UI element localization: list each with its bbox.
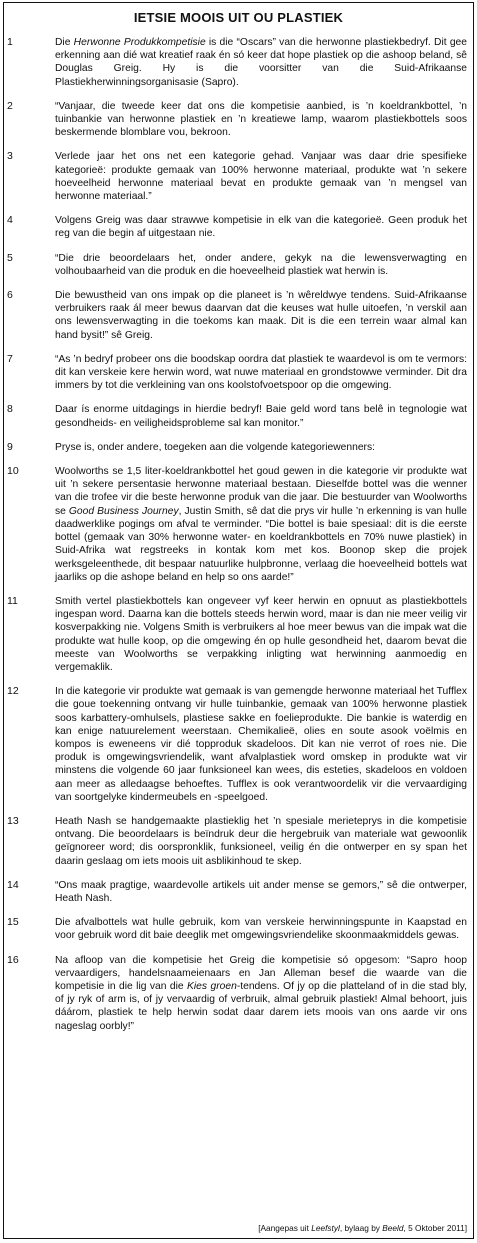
paragraph-2 (4, 100, 473, 140)
paragraph-text (55, 214, 467, 240)
italic-phrase: Kies groen (187, 980, 237, 992)
paragraph-text (55, 289, 467, 342)
paragraph-number: 16 (7, 953, 19, 966)
paragraph-14 (4, 879, 473, 905)
article-page (3, 2, 474, 1239)
paragraph-text (55, 916, 467, 942)
paragraph-text (55, 100, 467, 140)
text-run: Pryse is, onder andere, toegeken aan die volgende kategoriewenners: (55, 441, 375, 453)
text-run: Heath Nash se handgemaakte plastieklig het ’n spesiale merieteprys in die kompetisie ontvang. Die beoordelaars is beïndruk deur die hergebruik van materiale wat gewoonlik geïgnoreer word; dis oorspronklik, funksioneel, veilig én die ontwerper en sy span het daarin geslaag om iets moois uit asblikinhoud te skep. (55, 815, 467, 867)
text-run: In die kategorie vir produkte wat gemaak is van gemengde herwonne materiaal het Tufflex die goue toekenning ontvang vir hulle tuinbankie, gemaak van 100% herwonne plastiek soos karbattery-omhulsels, plastiese sakke en foelieprodukte. Die bankie is waterdig en kan enige natuurelement weerstaan. Chemikalieë, olies en soute asook voëlmis en kompos is eweneens vir dié topproduk skadeloos. Dit kan nie verrot of roes nie. Die produk is omgewingsvriendelik, want afvalplastiek word omskep in produkte wat vir minstens die volgende 60 jaar funksioneel kan wees, dis esteties, skadeloos en voldoen aan meer as alledaagse behoeftes. Tufflex is ook verantwoordelik vir die vervaardiging van soortgelyke kindermeubels en -speelgoed. (55, 686, 467, 803)
paragraph-text (55, 685, 467, 804)
paragraph-16 (4, 954, 473, 1033)
paragraph-11 (4, 595, 473, 674)
paragraph-number: 4 (7, 214, 13, 227)
text-run: , Justin Smith, sê dat die prys vir hulle ’n erkenning is van hulle daadwerklike pogings om afval te verminder. “Die bottel is baie spesiaal: dit is die eerste bottel (gemaak van 30% herwonne water- en koeldrankbottels en 70% nuwe plastiek) in Suid-Afrika wat regstreeks in kontak kom met kos. Boonop skep die projek werksgeleenthede, dit bespaar natuurlike hulpbronne, verlaag die hoeveelheid bottels wat jaarliks op die ashope beland en help so ons aarde!” (55, 505, 467, 583)
text-run: , 5 Oktober 2011] (403, 1223, 467, 1233)
paragraph-text (55, 403, 467, 429)
text-run: Volgens Greig was daar strawwe kompetisie in elk van die kategorieë. Geen produk het reg van die begin af uitgestaan nie. (55, 215, 467, 240)
source-citation (258, 1223, 467, 1234)
text-run: Woolworths se 1,5 liter-koeldrankbottel het goud gewen in die kategorie vir produkte wat uit ’n sekere persentasie herwonne materiaal bestaan. Dieselfde bottel was die wenner van die trofee vir die beste herwonne produk van die jaar. Die bestuurder van Woolworths se (55, 466, 467, 517)
text-run: “As ’n bedryf probeer ons die boodskap oordra dat plastiek te waardevol is om te vermors: dit kan verskeie kere herwin word, wat nuwe materiaal en grondstowwe verminder. Dit dra immers by tot die verkleining van ons koolstofvoetspoor op die omgewing. (55, 353, 467, 392)
text-run: is die “Oscars” van die herwonne plastiekbedryf. Dit gee erkenning aan dié wat kreatief raak én só keer dat hope plastiek op die ashoop beland, sê Douglas Greig. Hy is die voorsitter van die Suid-Afrikaanse Plastiekherwinningsorganisasie (Sapro). (55, 37, 467, 88)
text-run: , bylaag by (339, 1223, 383, 1233)
paragraph-5 (4, 252, 473, 278)
paragraph-number: 10 (7, 465, 19, 478)
italic-phrase: Leefstyl (311, 1223, 340, 1233)
paragraph-number: 12 (7, 685, 19, 698)
text-run: Na afloop van die kompetisie het Greig die kompetisie só opgesom: “Sapro hoop vervaardigers, handelsnaameienaars en Jan Alleman besef die waarde van die kompetisie in die lig van die (55, 954, 467, 992)
paragraph-9 (4, 441, 473, 454)
paragraph-7 (4, 353, 473, 393)
paragraph-number: 9 (7, 440, 13, 453)
text-run: “Vanjaar, die tweede keer dat ons die kompetisie aanbied, is ’n koeldrankbottel, ’n tuinbankie van herwonne plastiek en ’n kreatiewe lamp, waarom plastiekbottels soos beskermende blomblare vou, bekroon. (55, 100, 467, 139)
paragraph-number: 8 (7, 403, 13, 416)
paragraph-text (55, 954, 467, 1033)
text-run: -tendens. Of jy op die platteland of in die stad bly, of jy ryk of arm is, of jy vervaardig of verbruik, almal gebruik plastiek! Almal behoort, juis dáárom, plastiek te help herwin sodat daar darem iets moois van ons aarde vir ons nageslag oorbly!” (55, 980, 467, 1032)
paragraph-number: 14 (7, 878, 19, 891)
paragraph-number: 13 (7, 814, 19, 827)
paragraph-list (4, 36, 473, 1033)
paragraph-number: 15 (7, 916, 19, 929)
paragraph-12 (4, 685, 473, 804)
paragraph-10 (4, 465, 473, 584)
paragraph-6 (4, 289, 473, 342)
paragraph-text (55, 353, 467, 393)
paragraph-number: 7 (7, 352, 13, 365)
paragraph-8 (4, 403, 473, 429)
text-run: Verlede jaar het ons net een kategorie gehad. Vanjaar was daar drie spesifieke kategorieë: produkte gemaak van 100% herwonne materiaal, produkte wat ’n sekere hoeveelheid herwonne materiaal bevat en produkte gemaak van ’n mengsel van herwonne materiaal.” (55, 151, 467, 203)
paragraph-number: 2 (7, 99, 13, 112)
paragraph-text (55, 815, 467, 868)
paragraph-1 (4, 36, 473, 89)
italic-phrase: Good Business Journey (68, 505, 179, 517)
paragraph-text (55, 879, 467, 905)
text-run: “Die drie beoordelaars het, onder andere, gekyk na die lewensverwagting en volhoubaarheid van die produk en die hoeveelheid plastiek wat herwin is. (55, 252, 467, 277)
italic-phrase: Herwonne Produkkompetisie (73, 37, 206, 48)
paragraph-4 (4, 214, 473, 240)
paragraph-number: 3 (7, 150, 13, 163)
paragraph-text (55, 595, 467, 674)
paragraph-text (55, 465, 467, 584)
text-run: Die afvalbottels wat hulle gebruik, kom van verskeie herwinningspunte in Kaapstad en voor gebruik word dit baie deeglik met omgewingsvriendelike skoonmaakmiddels gewas. (55, 917, 467, 942)
paragraph-text (55, 441, 467, 454)
paragraph-3 (4, 150, 473, 203)
text-run: Die bewustheid van ons impak op die planeet is ’n wêreldwye tendens. Suid-Afrikaanse verbruikers raak ál meer bewus daarvan dat die keuses wat hulle uitoefen, ’n verskil aan ons lewensverwagting in die toekoms kan maak. Dit is die een terrein waar almal kan hand bysit!” sê Greig. (55, 290, 467, 341)
text-run: Daar ís enorme uitdagings in hierdie bedryf! Baie geld word tans belê in tegnologie wat gesondheids- en veiligheidsprobleme sal kan monitor.” (55, 404, 467, 429)
paragraph-number: 1 (7, 36, 13, 48)
paragraph-15 (4, 916, 473, 942)
text-run: [Aangepas uit (258, 1223, 312, 1233)
paragraph-number: 6 (7, 289, 13, 302)
text-run: Smith vertel plastiekbottels kan ongeveer vyf keer herwin en opnuut as plastiekbottels ingespan word. Daarna kan die bottels steeds herwin word, maar is dan nie meer veilig vir kosverpakking nie. Volgens Smith is verbruikers al hoe meer bewus van die impak wat die produkte wat hulle koop, op die omgewing én op hulle gesondheid het, daarom bevat die meeste van Woolworths se verpakking inligting wat herwinning aanmoedig en vergemaklik. (55, 595, 467, 673)
text-run: “Ons maak pragtige, waardevolle artikels uit ander mense se gemors,” sê die ontwerper, Heath Nash. (55, 879, 467, 904)
paragraph-text (55, 36, 467, 89)
paragraph-text (55, 252, 467, 278)
text-run: Die (55, 37, 74, 48)
paragraph-number: 11 (7, 594, 18, 607)
italic-phrase: Beeld (382, 1223, 404, 1233)
paragraph-text (55, 150, 467, 203)
article-title: IETSIE MOOIS UIT OU PLASTIEK (133, 10, 344, 25)
paragraph-13 (4, 815, 473, 868)
paragraph-number: 5 (7, 251, 13, 264)
